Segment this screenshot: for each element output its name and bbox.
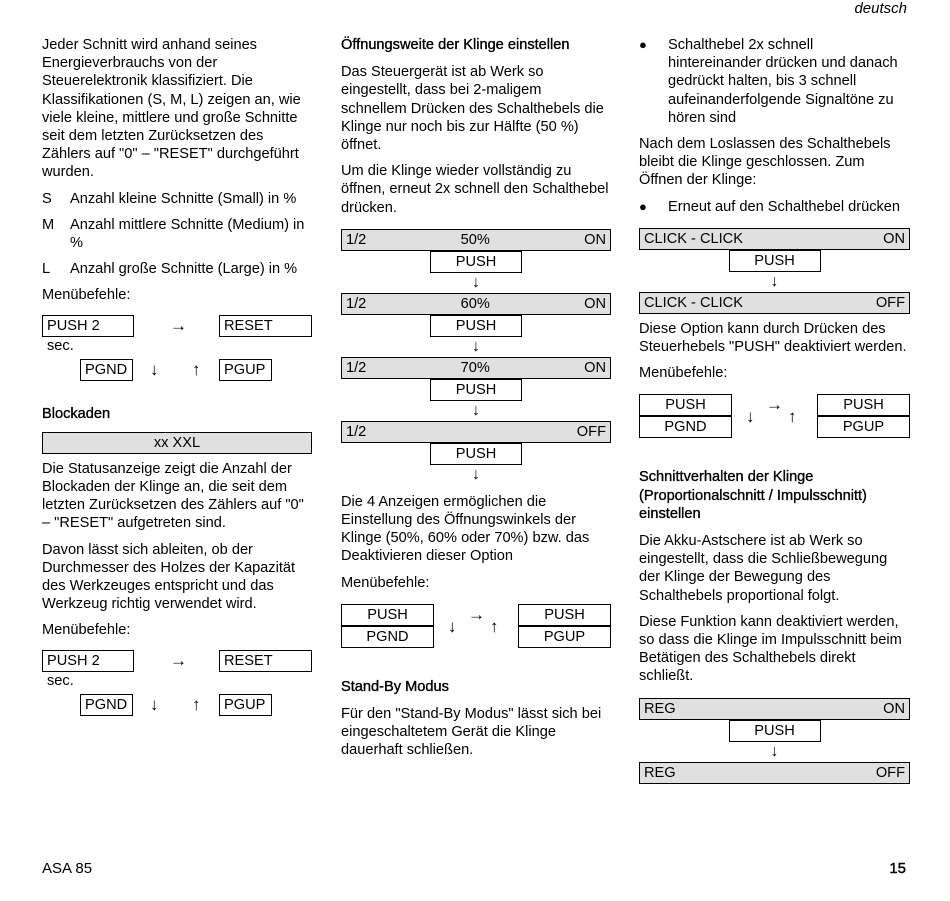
- pgnd-box: PGND: [639, 416, 732, 438]
- page-number: 15: [889, 860, 906, 877]
- push-box: PUSH: [341, 604, 434, 626]
- push-box: PUSH: [518, 604, 611, 626]
- push-box: PUSH: [430, 251, 522, 273]
- def-small: [42, 190, 312, 208]
- push-box: PUSH: [729, 250, 821, 272]
- pgup-box: PGUP: [219, 359, 272, 381]
- language-label: deutsch: [854, 0, 907, 17]
- right-arrow-icon: →: [468, 604, 485, 624]
- push-box: PUSH: [430, 443, 522, 465]
- bullet-text: Erneut auf den Schalthebel drücken: [668, 198, 901, 215]
- menu-command-grid: [341, 604, 611, 650]
- display-bar: [341, 229, 611, 251]
- down-arrow-icon: ↓: [472, 337, 480, 355]
- display-label: REG: [644, 764, 676, 781]
- push-box: PUSH: [639, 394, 732, 416]
- push-box: PUSH: [430, 379, 522, 401]
- deactivate-paragraph: Diese Option kann durch Drücken des Steuerhebels "PUSH" deaktiviert werden.: [639, 320, 907, 356]
- display-state: ON: [584, 359, 606, 376]
- def-text: Anzahl mittlere Schnitte (Medium) in %: [70, 216, 305, 252]
- standby-paragraph: Für den "Stand-By Modus" lässt sich bei eingeschaltetem Gerät die Klinge dauerhaft schließen.: [341, 706, 602, 759]
- page-nav-command: [42, 694, 312, 716]
- display-bar: [639, 762, 910, 784]
- up-arrow-icon: ↑: [490, 616, 499, 636]
- display-ratio: 1/2: [346, 295, 367, 312]
- down-arrow-icon: ↓: [472, 273, 480, 291]
- column-3: [639, 36, 910, 784]
- display-label: CLICK - CLICK: [644, 294, 743, 311]
- down-arrow-icon: ↓: [448, 616, 457, 636]
- display-percent: 70%: [460, 359, 490, 376]
- push-box: PUSH: [817, 394, 910, 416]
- pgnd-box: PGND: [80, 694, 133, 716]
- up-arrow-icon: ↑: [192, 359, 201, 379]
- release-paragraph: Nach dem Loslassen des Schalthebels bleibt die Klinge geschlossen. Zum Öffnen der Klinge:: [639, 136, 891, 189]
- def-text: Anzahl große Schnitte (Large) in %: [70, 261, 298, 278]
- bullet-text: Schalthebel 2x schnell hintereinander drücken und danach gedrückt halten, bis 3 schnell aufeinanderfolgende Signaltöne zu hören sind: [668, 37, 898, 126]
- display-bar: [341, 421, 611, 443]
- model-label: ASA 85: [42, 860, 93, 877]
- menu-label: Menübefehle:: [42, 287, 131, 304]
- reset-box: RESET: [219, 315, 312, 337]
- down-arrow-icon: ↓: [472, 465, 480, 483]
- bullet-item: [639, 198, 910, 216]
- menu-label: Menübefehle:: [341, 574, 430, 591]
- def-key: S: [42, 190, 52, 207]
- display-state: OFF: [576, 423, 606, 440]
- opening-steps: [341, 229, 611, 485]
- display-state: ON: [883, 700, 905, 717]
- display-state: OFF: [875, 294, 905, 311]
- column-1: [42, 36, 312, 724]
- reset-box: RESET: [219, 650, 312, 672]
- right-arrow-icon: →: [170, 315, 187, 335]
- opening-width-heading: Öffnungsweite der Klinge einstellen: [341, 37, 570, 53]
- pgup-box: PGUP: [518, 626, 611, 648]
- pgnd-box: PGND: [80, 359, 133, 381]
- blockade-paragraph-2: Davon lässt sich ableiten, ob der Durchmesser des Holzes der Kapazität des Werkzeuges entspricht und das Werkzeug richtig verwendet wird.: [42, 541, 296, 613]
- def-key: L: [42, 261, 51, 278]
- down-arrow-icon: ↓: [746, 407, 755, 427]
- pgup-box: PGUP: [219, 694, 272, 716]
- bullet-icon: ●: [639, 37, 647, 52]
- reset-command: [42, 650, 312, 689]
- up-arrow-icon: ↑: [788, 407, 797, 427]
- cut-behavior-heading: Schnittverhalten der Klinge (Proportionalschnitt / Impulsschnitt) einstellen: [639, 469, 867, 522]
- standby-heading: Stand-By Modus: [341, 678, 449, 695]
- blockade-display: xx XXL: [42, 432, 312, 454]
- pgnd-box: PGND: [341, 626, 434, 648]
- opening-paragraph-2: Um die Klinge wieder vollständig zu öffnen, erneut 2x schnell den Schalthebel drücken.: [341, 163, 609, 216]
- display-label: CLICK - CLICK: [644, 230, 743, 247]
- display-state: ON: [883, 230, 905, 247]
- display-bar: [639, 228, 910, 250]
- blockade-paragraph-1: Die Statusanzeige zeigt die Anzahl der Blockaden der Klinge an, die seit dem letzten Zurücksetzen des Zählers auf "0" – "RESET" aufgetreten sind.: [42, 460, 304, 532]
- display-bar: [341, 293, 611, 315]
- display-bar: [341, 357, 611, 379]
- down-arrow-icon: ↓: [150, 359, 159, 379]
- down-arrow-icon: ↓: [150, 694, 159, 714]
- blockaden-heading: Blockaden: [42, 405, 111, 422]
- right-arrow-icon: →: [766, 395, 783, 415]
- bullet-icon: ●: [639, 198, 647, 214]
- def-text: Anzahl kleine Schnitte (Small) in %: [70, 190, 297, 207]
- push-box: PUSH: [729, 720, 821, 742]
- down-arrow-icon: ↓: [472, 401, 480, 419]
- up-arrow-icon: ↑: [192, 694, 201, 714]
- bullet-item: [639, 36, 910, 127]
- push-2sec-box: PUSH 2 sec.: [42, 315, 134, 337]
- menu-label: Menübefehle:: [42, 622, 131, 639]
- display-ratio: 1/2: [346, 423, 367, 440]
- display-percent: 60%: [460, 295, 490, 312]
- display-bar: [639, 698, 910, 720]
- page-nav-command: [42, 359, 312, 381]
- pgup-box: PGUP: [817, 416, 910, 438]
- intro-paragraph: Jeder Schnitt wird anhand seines Energieverbrauchs von der Steuerelektronik klassifiziert. Die Klassifikationen (S, M, L) zeigen an, wie viele kleine, mittlere und große Schnitte seit dem letzten Zurücksetzen des Zählers auf "0" – "RESET" durchgeführt wurden.: [42, 37, 301, 181]
- push-2sec-box: PUSH 2 sec.: [42, 650, 134, 672]
- right-arrow-icon: →: [170, 650, 187, 670]
- menu-label: Menübefehle:: [639, 365, 728, 382]
- display-ratio: 1/2: [346, 231, 367, 248]
- down-arrow-icon: ↓: [770, 742, 779, 760]
- display-bar: [639, 292, 910, 314]
- down-arrow-icon: ↓: [770, 272, 779, 290]
- menu-command-grid: [639, 394, 910, 440]
- opening-paragraph-1: Das Steuergerät ist ab Werk so eingestellt, dass bei 2-maligem schnellem Drücken des Schalthebels die Klinge nur noch bis zur Hälfte (50 %) öffnet.: [341, 64, 604, 154]
- display-ratio: 1/2: [346, 359, 367, 376]
- display-label: REG: [644, 700, 676, 717]
- reset-command: [42, 315, 312, 354]
- cut-paragraph-2: Diese Funktion kann deaktiviert werden, so dass die Klinge im Impulsschnitt beim Betätigen des Schalthebels direkt schließt.: [639, 613, 902, 685]
- display-state: ON: [584, 231, 606, 248]
- opening-paragraph-3: Die 4 Anzeigen ermöglichen die Einstellung des Öffnungswinkels der Klinge (50%, 60% oder 70%) bzw. das Deaktivieren dieser Option: [341, 493, 590, 565]
- cut-paragraph-1: Die Akku-Astschere ist ab Werk so eingestellt, dass die Schließbewegung der Klinge der Bewegung des Schalthebels proportional folgt.: [639, 533, 888, 604]
- def-key: M: [42, 216, 55, 233]
- def-medium: [42, 216, 312, 252]
- column-2: [341, 36, 611, 768]
- display-state: ON: [584, 295, 606, 312]
- push-box: PUSH: [430, 315, 522, 337]
- def-large: [42, 260, 312, 278]
- display-state: OFF: [875, 764, 905, 781]
- display-percent: 50%: [460, 231, 490, 248]
